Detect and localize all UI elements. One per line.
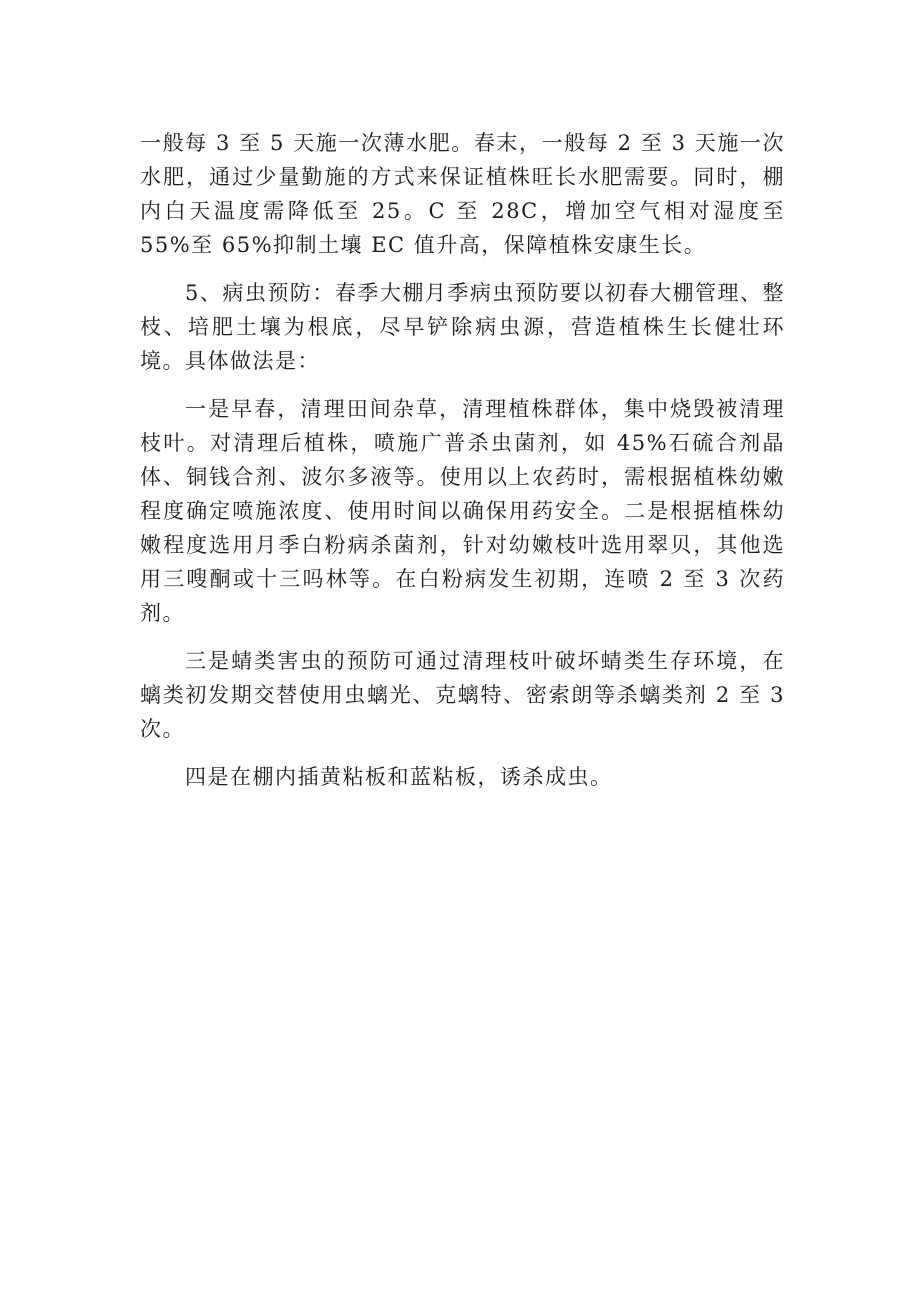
paragraph-pest-prevention: 5、病虫预防：春季大棚月季病虫预防要以初春大棚管理、整枝、培肥土壤为根底，尽早铲除病虫源，营造植株生长健壮环境。具体做法是：	[140, 281, 785, 373]
document-page	[140, 126, 785, 808]
paragraph-measure-three: 三是蜻类害虫的预防可通过清理枝叶破坏蜻类生存环境，在螭类初发期交替使用虫螭光、克螭特、密索朗等杀螭类剂 2 至 3次。	[140, 649, 785, 741]
paragraph-fertilizer: 一般每 3 至 5 天施一次薄水肥。春末，一般每 2 至 3 天施一次水肥，通过少量勤施的方式来保证植株旺长水肥需要。同时，棚内白天温度需降低至 25。C 至 28C，增加空气相对湿度至 55%至 65%抑制土壤 EC 值升高，保障植株安康生长。	[140, 131, 785, 257]
paragraph-measure-four: 四是在棚内插黄粘板和蓝粘板，诱杀成虫。	[185, 765, 613, 789]
paragraph-measure-one-two: 一是早春，清理田间杂草，清理植株群体，集中烧毁被清理枝叶。对清理后植株，喷施广普杀虫菌剂，如 45%石硫合剂晶体、铜钱合剂、波尔多液等。使用以上农药时，需根据植株幼嫩程度确定喷施浓度、使用时间以确保用药安全。二是根据植株幼嫩程度选用月季白粉病杀菌剂，针对幼嫩枝叶选用翠贝，其他选用三嗖酮或十三吗林等。在白粉病发生初期，连喷 2 至 3 次药剂。	[140, 397, 785, 625]
